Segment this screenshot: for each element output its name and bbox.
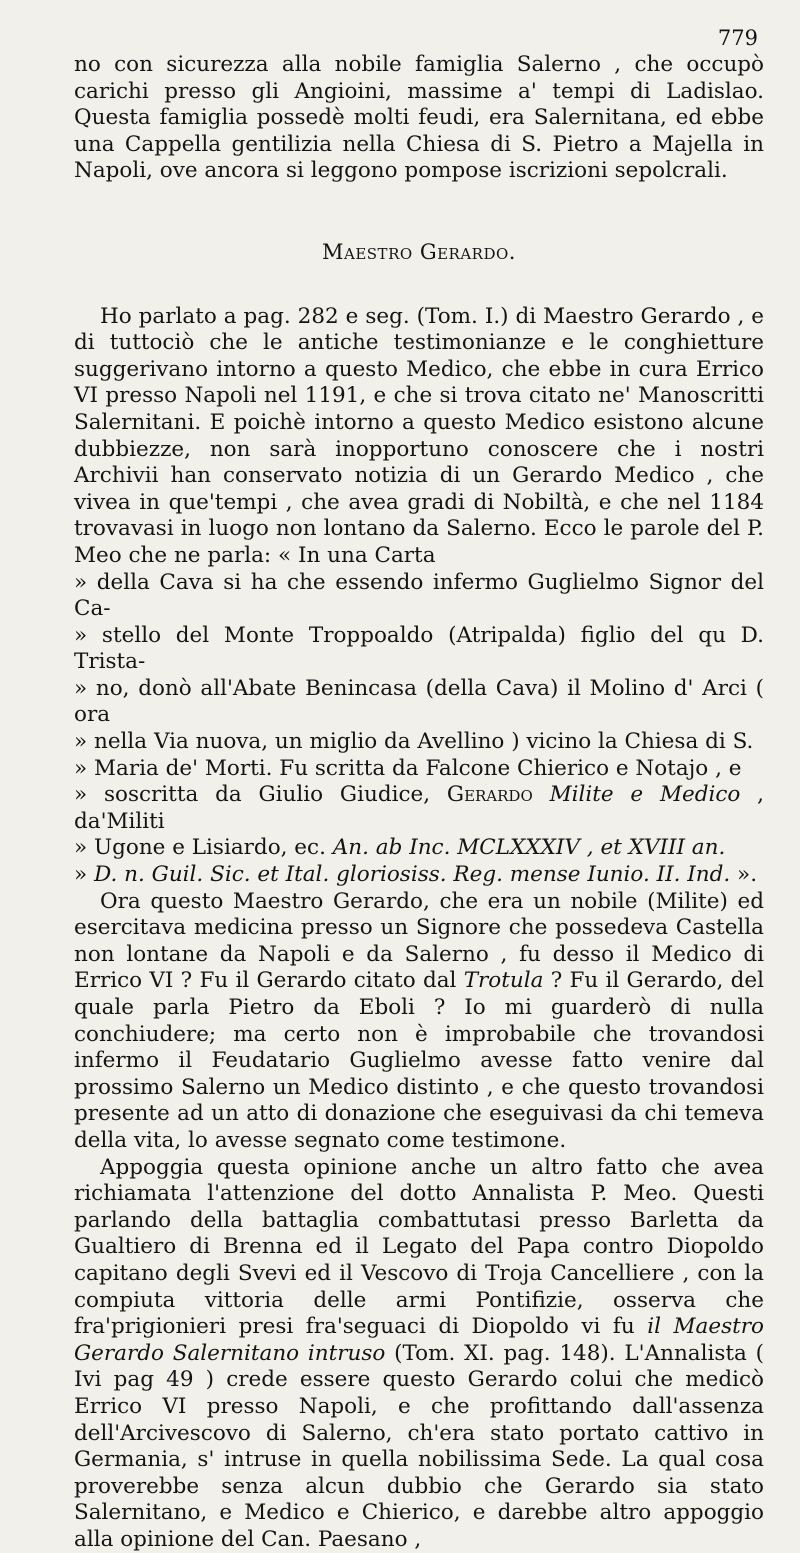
quote-line: » no, donò all'Abate Benincasa (della Cava) il Molino d' Arci ( ora [74, 675, 764, 728]
trotula-italic: Trotula [463, 968, 544, 994]
quote-line-text: » soscritta da Giulio Giudice, [74, 782, 447, 808]
paragraph-text: ? Fu il Gerardo, del quale parla Pietro da Eboli ? Io mi guarderò di nulla conchiudere; ma certo non è improbabile che trovandosi infermo il Feudatario Guglielmo avesse fatto venire dal prossimo Salerno un Medico distinto , e che questo trovandosi presente ad un atto di donazione che eseguivasi da chi temeva della vita, lo avesse segnato come testimone. [74, 968, 764, 1153]
section-heading: Maestro Gerardo. [322, 239, 516, 264]
paragraph-text: (Tom. XI. pag. 148). L'Annalista ( Ivi pag 49 ) crede essere questo Gerardo colui che medicò Errico VI presso Napoli, e che profittando dall'assenza dell'Arcivescovo di Salerno, ch'era stato portato cattivo in Germania, s' intruse in quella nobilissima Sede. La qual cosa proverebbe senza alcun dubbio che Gerardo sia stato Salernitano, e Medico e Chierico, e darebbe altro appoggio alla opinione del Can. Paesano , [74, 1340, 764, 1552]
paragraph-annalist [74, 1155, 764, 1553]
quote-line: » stello del Monte Troppoaldo (Atripalda) figlio del qu D. Trista- [74, 622, 764, 675]
quote-line: » della Cava si ha che essendo infermo Guglielmo Signor del Ca- [74, 569, 764, 622]
quote-line: » nella Via nuova, un miglio da Avellino ) vicino la Chiesa di S. [74, 729, 754, 755]
quote-gerardo-name: Gerardo [446, 782, 533, 808]
paragraph-text: Appoggia questa opinione anche un altro fatto che avea richiamata l'attenzione del dotto Annalista P. Meo. Questi parlando della battaglia combattutasi presso Barletta da Gualtiero di Brenna ed il Legato del Papa contro Diopoldo capitano degli Svevi ed il Vescovo di Troja Cancelliere , con la compiuta vittoria delle armi Pontifizie, osserva che fra'prigionieri presi fra'seguaci di Diopoldo vi fu [74, 1154, 764, 1340]
intruso-italic: il Maestro Gerardo Salernitano intruso [74, 1314, 764, 1366]
quote-line-end: ». [730, 862, 758, 888]
quote-line [74, 835, 764, 862]
paragraph-discussion [74, 889, 764, 1155]
quote-line [74, 782, 764, 835]
quote-line-text: » [74, 862, 94, 888]
paragraph-salerno-family: no con sicurezza alla nobile famiglia Salerno , che occupò carichi presso gli Angioini, massime a' tempi di Ladislao. Questa famiglia possedè molti feudi, era Salernitana, ed ebbe una Cappella gentilizia nella Chiesa di S. Pietro a Majella in Napoli, ove ancora si leggono pompose iscrizioni sepolcrali. [74, 52, 764, 184]
quote-italic: D. n. Guil. Sic. et Ital. gloriosiss. Reg. mense Iunio. II. Ind. [94, 862, 731, 888]
quote-italic: An. ab Inc. MCLXXXIV , et XVIII an. [332, 835, 726, 861]
quote-line [74, 862, 764, 889]
paragraph-gerardo-intro: Ho parlato a pag. 282 e seg. (Tom. I.) di Maestro Gerardo , e di tuttociò che le antiche testimonianze e le conghietture suggerivano intorno a questo Medico, che ebbe in cura Errico VI presso Napoli nel 1191, e che si trova citato ne' Manoscritti Salernitani. E poichè intorno a questo Medico esistono alcune dubbiezze, non sarà inopportuno conoscere che i nostri Archivii han conservato notizia di un Gerardo Medico , che vivea in que'tempi , che avea gradi di Nobiltà, e che nel 1184 trovavasi in luogo non lontano da Salerno. Ecco le parole del P. Meo che ne parla: « In una Carta [74, 303, 764, 568]
quote-line-tail: , da'Militi [74, 782, 764, 834]
paragraph-text: Ora questo Maestro Gerardo, che era un nobile (Milite) ed esercitava medicina presso un Signore che possedeva Castella non lontane da Napoli e da Salerno , fu desso il Medico di Errico VI ? Fu il Gerardo citato dal [74, 888, 764, 994]
quote-line-text: » Ugone e Lisiardo, ec. [74, 835, 333, 861]
quote-line: » Maria de' Morti. Fu scritta da Falcone Chierico e Notajo , e [74, 755, 742, 781]
page-number: 779 [717, 26, 758, 50]
quote-italic: Milite e Medico [532, 782, 741, 808]
